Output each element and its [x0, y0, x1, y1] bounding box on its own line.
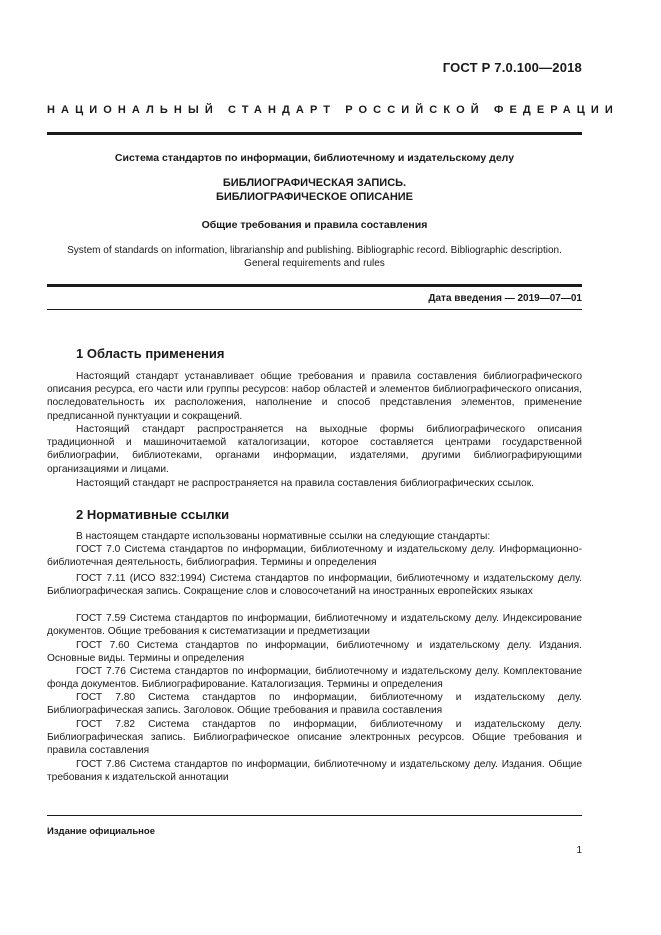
english-title-line-1: System of standards on information, librarianship and publishing. Bibliographic record. Bibliographic description.	[67, 245, 562, 256]
section-2-heading: 2 Нормативные ссылки	[76, 507, 230, 522]
reference-item: ГОСТ 7.82 Система стандартов по информации, библиотечному и издательскому делу. Библиографическая запись. Библиографическое описание электронных ресурсов. Общие требования и правила составления	[47, 719, 582, 757]
document-number: ГОСТ Р 7.0.100—2018	[442, 60, 582, 75]
official-edition-note: Издание официальное	[47, 826, 155, 837]
section-1-paragraph-3: Настоящий стандарт не распространяется на правила составления библиографических ссылок.	[76, 478, 535, 489]
reference-item: ГОСТ 7.0 Система стандартов по информации, библиотечному и издательскому делу. Информационно-библиотечная деятельность, библиография. Термины и определения	[47, 544, 582, 569]
reference-item: ГОСТ 7.86 Система стандартов по информации, библиотечному и издательскому делу. Издания. Общие требования к издательской аннотации	[47, 759, 582, 784]
section-1-heading: 1 Область применения	[76, 346, 225, 361]
title-line-2: БИБЛИОГРАФИЧЕСКОЕ ОПИСАНИЕ	[215, 191, 414, 203]
reference-item: ГОСТ 7.80 Система стандартов по информации, библиотечному и издательскому делу. Библиографическая запись. Заголовок. Общие требования и правила составления	[47, 692, 582, 717]
section-2-intro: В настоящем стандарте использованы нормативные ссылки на следующие стандарты:	[76, 531, 491, 542]
title-line-1: БИБЛИОГРАФИЧЕСКАЯ ЗАПИСЬ.	[222, 177, 407, 189]
date-rule	[47, 309, 582, 310]
section-1-paragraph-1: Настоящий стандарт устанавливает общие требования и правила составления библиографического описания ресурса, его части или группы ресурсов: набор областей и элементов библиографического описания, последовательность их расположения, наполнение и способ представления элементов, применение предписанной пунктуации и сокращений.	[47, 371, 582, 422]
section-1-paragraph-2: Настоящий стандарт распространяется на выходные формы библиографического описания традиционной и машиночитаемой каталогизации, которое составляется центрами государственной библиографии, библиотеками, органами информации, издателями, другими библиографирующими организациями и лицами.	[47, 424, 582, 475]
standards-series: Система стандартов по информации, библиотечному и издательскому делу	[114, 152, 515, 164]
introduction-date: Дата введения — 2019—07—01	[428, 293, 582, 304]
footer-rule	[47, 815, 582, 816]
title-rule	[47, 284, 582, 287]
reference-item: ГОСТ 7.11 (ИСО 832:1994) Система стандартов по информации, библиотечному и издательскому делу. Библиографическая запись. Сокращение слов и словосочетаний на иностранных европейских языках	[47, 573, 582, 598]
reference-item: ГОСТ 7.76 Система стандартов по информации, библиотечному и издательскому делу. Комплектование фонда документов. Библиографирование. Каталогизация. Термины и определения	[47, 666, 582, 691]
header-rule	[47, 132, 582, 135]
reference-item: ГОСТ 7.60 Система стандартов по информации, библиотечному и издательскому делу. Издания. Основные виды. Термины и определения	[47, 640, 582, 665]
english-title	[47, 244, 582, 270]
national-standard-heading: НАЦИОНАЛЬНЫЙ СТАНДАРТ РОССИЙСКОЙ ФЕДЕРАЦИИ	[47, 104, 619, 116]
page-number: 1	[576, 845, 582, 856]
reference-item: ГОСТ 7.59 Система стандартов по информации, библиотечному и издательскому делу. Индексирование документов. Общие требования к систематизации и предметизации	[47, 613, 582, 638]
english-title-line-2: General requirements and rules	[244, 258, 385, 269]
subtitle: Общие требования и правила составления	[201, 219, 428, 231]
